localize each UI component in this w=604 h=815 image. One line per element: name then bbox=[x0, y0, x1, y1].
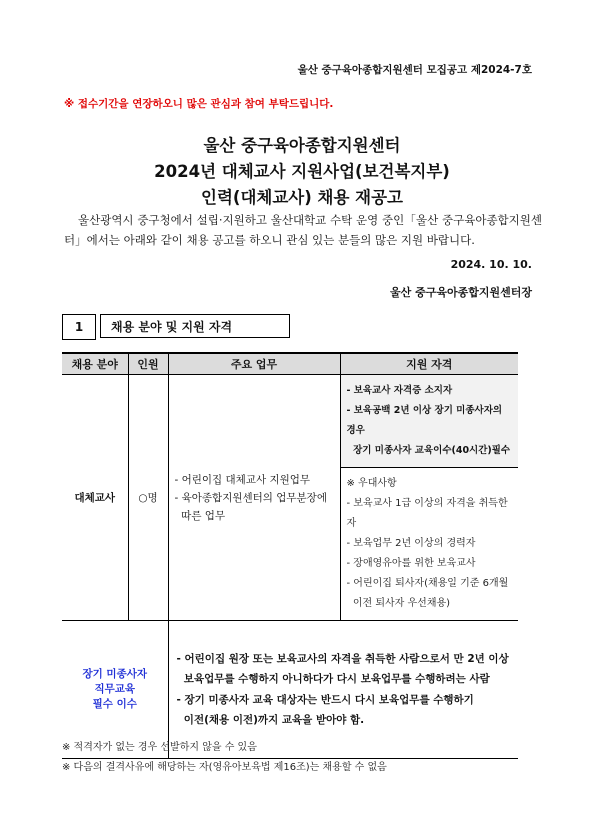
training-label-line: 직무교육 bbox=[94, 683, 136, 695]
document-number: 울산 중구육아종합지원센터 모집공고 제2024-7호 bbox=[297, 64, 532, 76]
footnote-2: ※ 다음의 결격사유에 해당하는 자(영유아보육법 제16조)는 채용할 수 없음 bbox=[62, 762, 387, 773]
footnote-1: ※ 적격자가 없는 경우 선발하지 않을 수 있음 bbox=[62, 742, 257, 753]
header-duties: 주요 업무 bbox=[168, 353, 340, 375]
preferred-line: - 보육업무 2년 이상의 경력자 bbox=[346, 538, 476, 549]
training-line: 보육업무를 수행하지 아니하다가 다시 보육업무를 수행하려는 사람 bbox=[176, 673, 490, 685]
duties-cell bbox=[168, 375, 340, 621]
training-line: - 장기 미종사자 교육 대상자는 반드시 다시 보육업무를 수행하기 bbox=[176, 693, 474, 706]
header-count: 인원 bbox=[128, 353, 168, 375]
training-line: - 어린이집 원장 또는 보육교사의 자격을 취득한 사람으로서 만 2년 이상 bbox=[176, 652, 509, 665]
field-cell: 대체교사 bbox=[62, 375, 128, 621]
section-number: 1 bbox=[62, 314, 96, 340]
preferred-line: - 보육교사 1급 이상의 자격을 취득한 자 bbox=[346, 498, 508, 529]
preferred-line: - 어린이집 퇴사자(채용일 기준 6개월 bbox=[346, 578, 509, 589]
header-field: 채용 분야 bbox=[62, 353, 128, 375]
training-label-line: 필수 이수 bbox=[92, 698, 137, 710]
intro-paragraph: 울산광역시 중구청에서 설립·지원하고 울산대학교 수탁 운영 중인「울산 중구육아종합지원센터」에서는 아래와 같이 채용 공고를 하오니 관심 있는 분들의 많은 지원 바랍니다. bbox=[64, 213, 542, 247]
duty-line: 따른 업무 bbox=[174, 509, 226, 522]
signature: 울산 중구육아종합지원센터장 bbox=[390, 286, 532, 299]
requirement-line: 장기 미종사자 교육이수(40시간)필수 bbox=[346, 445, 511, 456]
preferred-line: 이전 퇴사자 우선채용) bbox=[346, 598, 451, 609]
extension-notice: ※ 접수기간을 연장하오니 많은 관심과 참여 부탁드립니다. bbox=[64, 98, 334, 110]
preferred-line: - 장애영유아를 위한 보육교사 bbox=[346, 558, 476, 569]
requirements-cell bbox=[340, 375, 518, 468]
announcement-date: 2024. 10. 10. bbox=[450, 258, 532, 271]
training-label-line: 장기 미종사자 bbox=[82, 668, 147, 680]
requirement-line: - 보육교사 자격증 소지자 bbox=[346, 385, 453, 396]
duty-line: - 어린이집 대체교사 지원업무 bbox=[174, 473, 311, 486]
section-title: 채용 분야 및 지원 자격 bbox=[100, 314, 290, 338]
header-qualifications: 지원 자격 bbox=[340, 353, 518, 375]
requirement-line: - 보육공백 2년 이상 장기 미종사자의 경우 bbox=[346, 405, 503, 436]
preferred-title: ※ 우대사항 bbox=[346, 478, 397, 489]
count-cell: ○명 bbox=[128, 375, 168, 621]
title-line-2: 2024년 대체교사 지원사업(보건복지부) bbox=[154, 162, 450, 181]
duty-line: - 육아종합지원센터의 업무분장에 bbox=[174, 491, 327, 504]
recruitment-table bbox=[62, 352, 518, 759]
title-line-3: 인력(대체교사) 채용 재공고 bbox=[201, 188, 403, 207]
title-line-1: 울산 중구육아종합지원센터 bbox=[203, 136, 401, 155]
preferred-cell bbox=[340, 468, 518, 621]
training-line: 이전(채용 이전)까지 교육을 받아야 함. bbox=[176, 714, 365, 726]
